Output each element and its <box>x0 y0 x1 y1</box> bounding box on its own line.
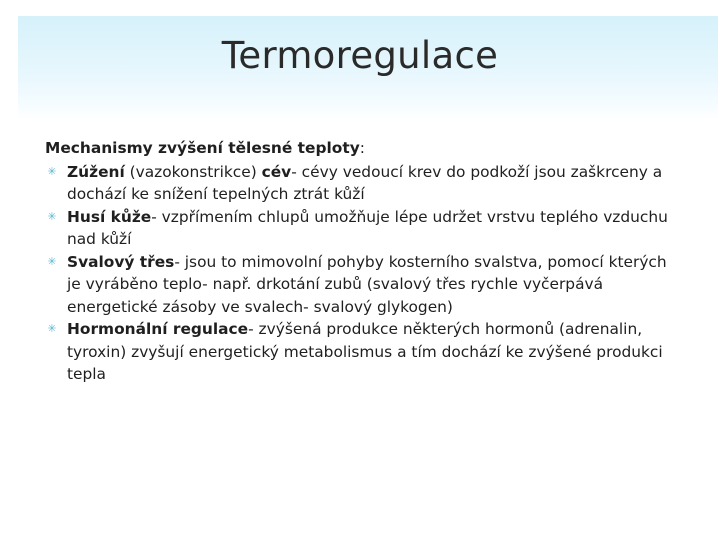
list-item <box>45 206 685 251</box>
asterisk-bullet-icon: ✳ <box>47 254 57 268</box>
bullet-text: - vzpřímením chlupů umožňuje lépe udržet vrstvu teplého vzduchu nad kůží <box>67 207 668 248</box>
bullet-term: Hormonální regulace <box>67 320 249 338</box>
asterisk-bullet-icon: ✳ <box>47 209 57 223</box>
bullet-term: Husí kůže <box>67 207 152 226</box>
slide-title: Termoregulace <box>221 34 499 77</box>
heading-text: Mechanismy zvýšení tělesné teploty <box>45 139 360 157</box>
bullet-text: - jsou to mimovolní pohyby kosterního svalstva, pomocí kterých je vyráběno teplo- např. drkotání zubů (svalový třes rychle vyčerpává energetické zásoby ve svalech- svalový glykogen) <box>67 252 667 316</box>
bullet-term-secondary: cév <box>261 162 292 181</box>
bullet-text: - zvýšená produkce některých hormonů (adrenalin, tyroxin) zvyšují energetický metabolismus a tím dochází ke zvýšené produkci tepla <box>67 320 663 383</box>
heading-colon: : <box>359 139 365 157</box>
bullet-term: Zúžení <box>67 162 125 181</box>
asterisk-bullet-icon: ✳ <box>47 164 57 178</box>
list-item <box>45 318 685 386</box>
list-item <box>45 251 685 319</box>
list-item <box>45 161 685 206</box>
bullet-text: - cévy vedoucí krev do podkoží jsou zaškrceny a dochází ke snížení tepelných ztrát kůží <box>67 162 663 203</box>
bullet-text: (vazokonstrikce) <box>124 162 262 181</box>
slide-content <box>45 137 685 386</box>
bullet-list <box>45 161 685 386</box>
asterisk-bullet-icon: ✳ <box>47 322 57 335</box>
content-heading <box>45 137 685 160</box>
bullet-term: Svalový třes <box>67 252 175 271</box>
